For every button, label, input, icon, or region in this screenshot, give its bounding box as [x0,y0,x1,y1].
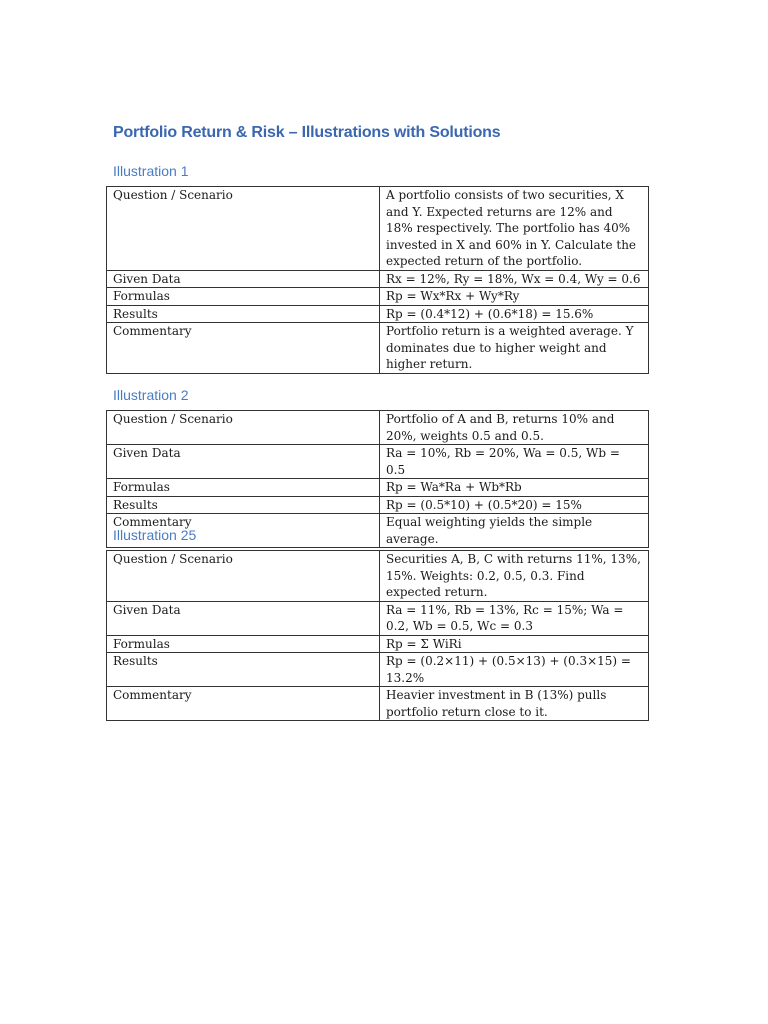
row-label-commentary: Commentary [107,323,380,374]
illustration-2-heading: Illustration 2 [113,387,189,403]
table-row [107,270,649,288]
row-label-given-data: Given Data [107,270,380,288]
row-label-results: Results [107,653,380,687]
table-row [107,305,649,323]
row-value-results: Rp = (0.2×11) + (0.5×13) + (0.3×15) = 13.2% [380,653,649,687]
row-value-given-data: Ra = 10%, Rb = 20%, Wa = 0.5, Wb = 0.5 [380,445,649,479]
illustration-1-table [106,186,649,374]
table-row [107,551,649,602]
row-value-results: Rp = (0.4*12) + (0.6*18) = 15.6% [380,305,649,323]
table-row [107,411,649,445]
illustration-1-heading: Illustration 1 [113,163,189,179]
table-row [107,635,649,653]
row-label-formulas: Formulas [107,288,380,306]
table-row [107,653,649,687]
row-label-given-data: Given Data [107,601,380,635]
table-row [107,445,649,479]
row-label-question: Question / Scenario [107,411,380,445]
illustration-25-table [106,550,649,721]
table-row [107,479,649,497]
table-row [107,496,649,514]
row-value-formulas: Rp = Wx*Rx + Wy*Ry [380,288,649,306]
row-value-given-data: Ra = 11%, Rb = 13%, Rc = 15%; Wa = 0.2, Wb = 0.5, Wc = 0.3 [380,601,649,635]
row-value-question: A portfolio consists of two securities, X and Y. Expected returns are 12% and 18% respectively. The portfolio has 40% invested in X and 60% in Y. Calculate the expected return of the portfolio. [380,187,649,271]
row-label-commentary: Commentary [107,514,380,548]
row-value-commentary: Equal weighting yields the simple average. [380,514,649,548]
row-label-given-data: Given Data [107,445,380,479]
row-label-results: Results [107,496,380,514]
row-value-question: Securities A, B, C with returns 11%, 13%, 15%. Weights: 0.2, 0.5, 0.3. Find expected return. [380,551,649,602]
row-value-commentary: Portfolio return is a weighted average. Y dominates due to higher weight and higher return. [380,323,649,374]
document-title: Portfolio Return & Risk – Illustrations with Solutions [113,124,501,141]
table-row [107,687,649,721]
row-label-question: Question / Scenario [107,551,380,602]
table-row [107,323,649,374]
row-label-question: Question / Scenario [107,187,380,271]
row-label-formulas: Formulas [107,479,380,497]
row-label-commentary: Commentary [107,687,380,721]
row-label-results: Results [107,305,380,323]
row-value-formulas: Rp = Σ WiRi [380,635,649,653]
row-label-formulas: Formulas [107,635,380,653]
row-value-commentary: Heavier investment in B (13%) pulls portfolio return close to it. [380,687,649,721]
table-row [107,187,649,271]
row-value-question: Portfolio of A and B, returns 10% and 20%, weights 0.5 and 0.5. [380,411,649,445]
row-value-given-data: Rx = 12%, Ry = 18%, Wx = 0.4, Wy = 0.6 [380,270,649,288]
table-row [107,601,649,635]
illustration-25-heading: Illustration 25 [113,527,197,543]
row-value-formulas: Rp = Wa*Ra + Wb*Rb [380,479,649,497]
row-value-results: Rp = (0.5*10) + (0.5*20) = 15% [380,496,649,514]
table-row [107,288,649,306]
